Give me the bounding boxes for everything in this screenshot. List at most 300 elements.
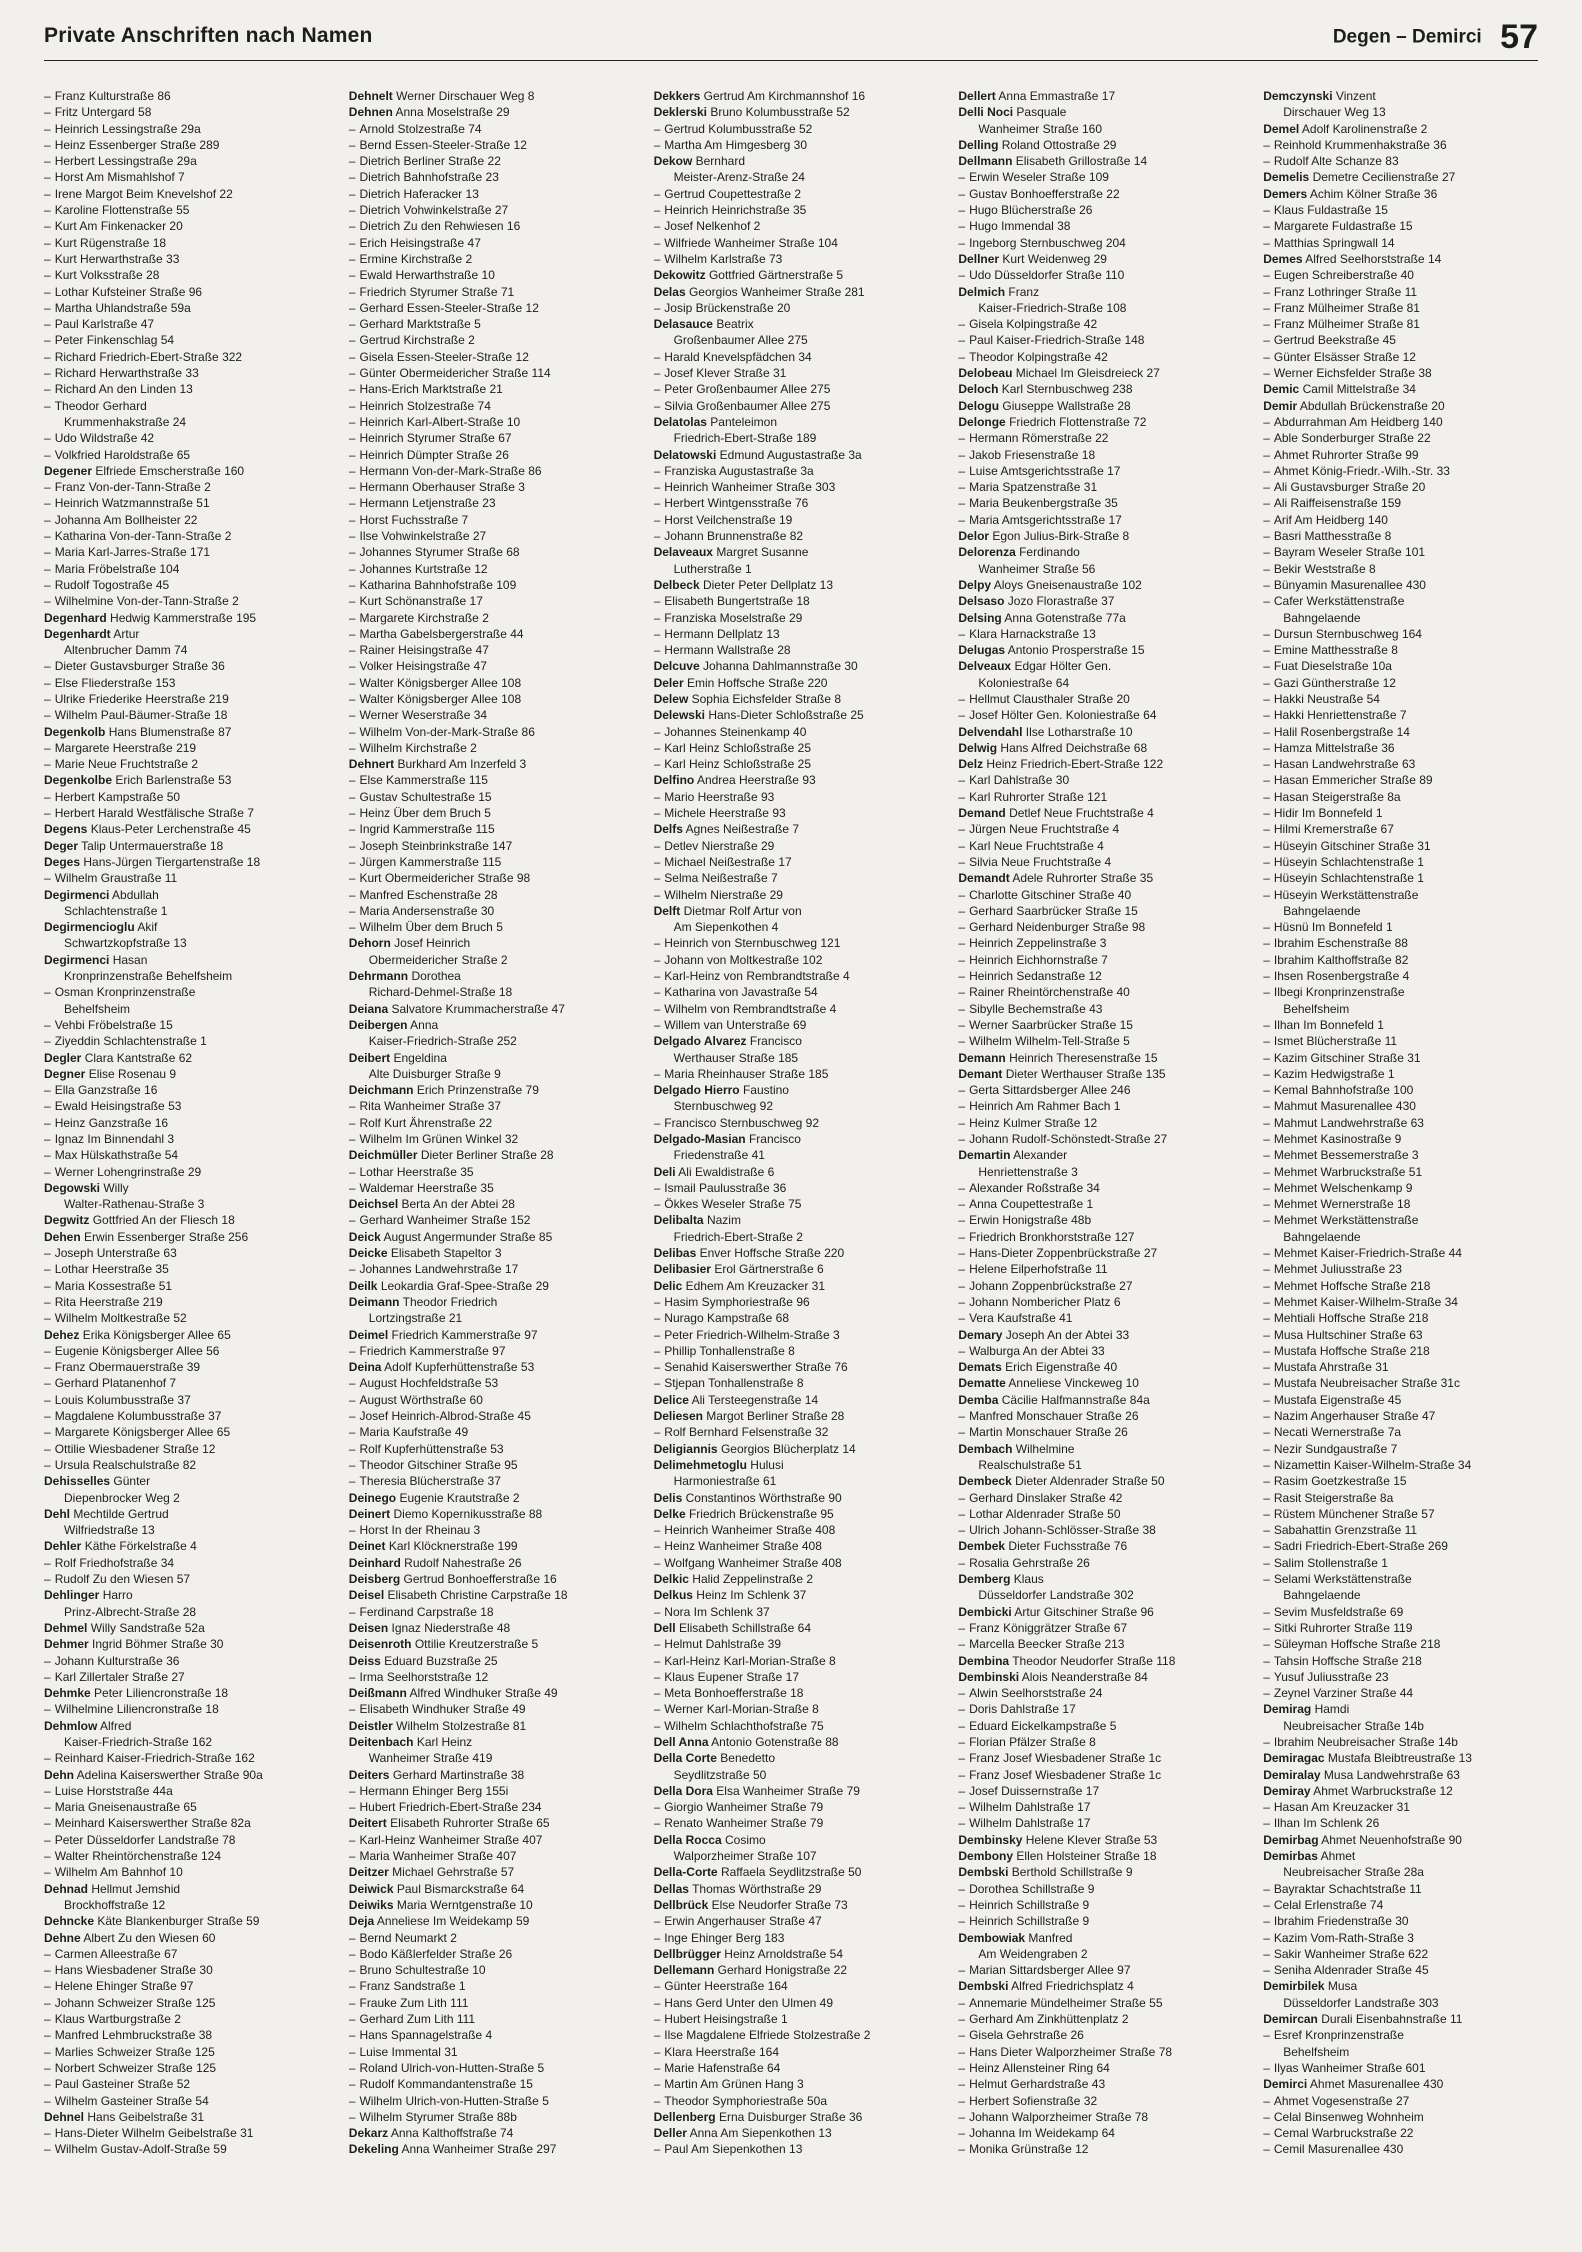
entry-text: Fuat Dieselstraße 10a — [1273, 659, 1392, 674]
repeat-dash: – — [44, 1360, 51, 1375]
directory-entry — [654, 430, 935, 446]
entry-text: Erwin Weseler Straße 109 — [969, 170, 1109, 185]
directory-entry — [349, 414, 630, 430]
entry-text: Eugenie Königsberger Allee 56 — [54, 1343, 220, 1358]
entry-text: Seydlitzstraße 50 — [673, 1767, 767, 1782]
repeat-dash: – — [348, 496, 356, 511]
repeat-dash: – — [653, 1017, 661, 1032]
entry-text: Realschulstraße 51 — [978, 1457, 1082, 1472]
entry-text: Giuseppe Wallstraße 28 — [1002, 398, 1131, 413]
repeat-dash: – — [653, 838, 661, 853]
entry-text: Michael Neißestraße 17 — [664, 854, 792, 869]
repeat-dash: – — [348, 529, 356, 544]
repeat-dash: – — [653, 936, 661, 951]
surname: Dehn — [44, 1767, 74, 1782]
directory-entry — [349, 2093, 630, 2109]
directory-entry — [349, 1962, 630, 1978]
directory-entry — [958, 1098, 1239, 1114]
entry-text: Max Hülskathstraße 54 — [54, 1148, 179, 1163]
entry-text: Heinz Arnoldstraße 54 — [724, 1946, 844, 1961]
entry-text: Kurt Herwarthstraße 33 — [54, 251, 180, 266]
entry-text: Peter Finkenschlag 54 — [54, 333, 175, 348]
surname: Demartin — [958, 1148, 1011, 1163]
entry-text: Neubreisacher Straße 28a — [1283, 1865, 1424, 1880]
surname: Delor — [958, 529, 990, 544]
directory-entry — [1263, 1050, 1544, 1066]
repeat-dash: – — [1263, 1180, 1270, 1195]
entry-text: Heinrich Stolzestraße 74 — [359, 398, 491, 413]
surname: Degirmencioglu — [44, 920, 135, 935]
entry-text: Rolf Bernhard Felsenstraße 32 — [664, 1425, 829, 1440]
directory-entry — [349, 121, 630, 137]
repeat-dash: – — [44, 1946, 51, 1961]
directory-entry — [1263, 1620, 1544, 1636]
directory-entry — [44, 772, 325, 788]
directory-entry — [1263, 1212, 1544, 1228]
directory-entry — [349, 1164, 630, 1180]
surname: Degirmenci — [44, 952, 110, 967]
directory-entry — [349, 2109, 630, 2125]
entry-text: Kazim Gitschiner Straße 31 — [1273, 1050, 1421, 1065]
directory-entry — [654, 821, 935, 837]
directory-entry — [44, 1147, 325, 1163]
entry-text: Bahngelaende — [1283, 1588, 1361, 1603]
entry-text: Erwin Angerhauser Straße 47 — [664, 1914, 822, 1929]
surname: Deicke — [348, 1246, 388, 1261]
entry-text: Mehmet Kaiser-Friedrich-Straße 44 — [1273, 1246, 1462, 1261]
directory-entry — [1263, 658, 1544, 674]
directory-entry — [958, 495, 1239, 511]
surname: Demelis — [1263, 170, 1310, 185]
entry-text: Ursula Realschulstraße 82 — [54, 1457, 197, 1472]
directory-entry — [654, 593, 935, 609]
repeat-dash: – — [348, 1783, 356, 1798]
directory-entry — [1263, 398, 1544, 414]
repeat-dash: – — [348, 838, 356, 853]
repeat-dash: – — [348, 789, 356, 804]
repeat-dash: – — [44, 1555, 51, 1570]
repeat-dash: – — [44, 1979, 51, 1994]
directory-entry — [349, 1196, 630, 1212]
entry-text: Irene Margot Beim Knevelshof 22 — [54, 186, 233, 201]
surname: Demandt — [958, 871, 1010, 886]
directory-entry — [654, 512, 935, 528]
entry-text: Hans-Erich Marktstraße 21 — [359, 382, 503, 397]
entry-text: Käthe Förkelstraße 4 — [84, 1539, 197, 1554]
entry-text: Demetre Cecilienstraße 27 — [1312, 170, 1456, 185]
entry-text: Gerhard Honigstraße 22 — [717, 1963, 848, 1978]
directory-entry — [654, 1196, 935, 1212]
directory-entry — [44, 1131, 325, 1147]
directory-entry — [349, 772, 630, 788]
surname: Dellmann — [958, 154, 1013, 169]
entry-text: Mehmet Wernerstraße 18 — [1273, 1197, 1411, 1212]
directory-entry — [1263, 1310, 1544, 1326]
repeat-dash: – — [1263, 154, 1270, 169]
surname: Delbeck — [653, 577, 700, 592]
directory-entry — [654, 984, 935, 1000]
directory-entry — [44, 1343, 325, 1359]
directory-entry — [654, 1995, 935, 2011]
surname: Dehnen — [348, 105, 393, 120]
directory-entry — [654, 104, 935, 120]
directory-entry — [349, 235, 630, 251]
directory-entry — [958, 1180, 1239, 1196]
entry-text: Walter Königsberger Allee 108 — [359, 675, 522, 690]
repeat-dash: – — [653, 1686, 661, 1701]
directory-entry — [1263, 1473, 1544, 1489]
directory-entry — [654, 1653, 935, 1669]
surname: Delonge — [958, 414, 1006, 429]
directory-entry — [654, 1261, 935, 1277]
repeat-dash: – — [1263, 1490, 1270, 1505]
entry-text: Klaus — [1013, 1572, 1044, 1587]
repeat-dash: – — [958, 1213, 966, 1228]
repeat-dash: – — [44, 1800, 51, 1815]
entry-text: Gertrud Am Kirchmannshof 16 — [703, 89, 866, 103]
entry-text: Cafer Werkstättenstraße — [1273, 594, 1405, 609]
entry-text: Franz — [1008, 284, 1040, 299]
directory-entry — [654, 381, 935, 397]
entry-text: Hasan Emmericher Straße 89 — [1273, 773, 1433, 788]
repeat-dash: – — [348, 740, 356, 755]
directory-entry — [44, 919, 325, 935]
directory-entry — [654, 1490, 935, 1506]
directory-entry — [44, 1799, 325, 1815]
entry-text: Bekir Weststraße 8 — [1273, 561, 1376, 576]
directory-entry — [1263, 1359, 1544, 1375]
directory-entry — [958, 821, 1239, 837]
repeat-dash: – — [653, 1311, 661, 1326]
directory-entry — [654, 1343, 935, 1359]
directory-entry — [44, 1098, 325, 1114]
surname: Delatolas — [653, 414, 707, 429]
entry-text: Anna Kalthoffstraße 74 — [390, 2126, 514, 2141]
entry-text: Maria Rheinhauser Straße 185 — [664, 1066, 829, 1081]
directory-entry — [349, 1653, 630, 1669]
repeat-dash: – — [1263, 545, 1270, 560]
directory-entry — [44, 1538, 325, 1554]
surname: Dehez — [44, 1327, 80, 1342]
directory-entry — [654, 88, 935, 104]
directory-entry — [349, 658, 630, 674]
directory-entry — [958, 1408, 1239, 1424]
entry-text: Ibrahim Eschenstraße 88 — [1273, 936, 1408, 951]
entry-text: Esref Kronprinzenstraße — [1273, 2028, 1404, 2043]
directory-entry — [654, 2060, 935, 2076]
directory-entry — [1263, 740, 1544, 756]
surname: Deichmüller — [348, 1148, 418, 1163]
directory-entry — [654, 1098, 935, 1114]
repeat-dash: – — [1263, 333, 1270, 348]
entry-text: Richard An den Linden 13 — [54, 382, 193, 397]
repeat-dash: – — [44, 1017, 51, 1032]
directory-entry — [349, 2076, 630, 2092]
repeat-dash: – — [348, 1702, 356, 1717]
repeat-dash: – — [653, 952, 661, 967]
directory-entry — [1263, 1066, 1544, 1082]
surname: Dembowiak — [958, 1930, 1026, 1945]
entry-text: Düsseldorfer Landstraße 302 — [978, 1588, 1134, 1603]
directory-entry — [1263, 137, 1544, 153]
directory-entry — [44, 724, 325, 740]
directory-entry — [44, 740, 325, 756]
entry-text: Josip Brückenstraße 20 — [664, 300, 791, 315]
entry-text: Kurt Weidenweg 29 — [1002, 251, 1107, 266]
entry-text: Maria Kossestraße 51 — [54, 1278, 173, 1293]
directory-entry — [44, 707, 325, 723]
repeat-dash: – — [1263, 1604, 1270, 1619]
repeat-dash: – — [348, 300, 356, 315]
directory-entry — [44, 137, 325, 153]
entry-text: August Angermunder Straße 85 — [383, 1229, 553, 1244]
directory-entry — [44, 1245, 325, 1261]
entry-text: Maria Beukenbergstraße 35 — [969, 496, 1118, 511]
repeat-dash: – — [1263, 284, 1270, 299]
entry-text: Elisabeth Schillstraße 64 — [678, 1620, 812, 1635]
directory-entry — [349, 2060, 630, 2076]
directory-entry — [349, 1555, 630, 1571]
entry-text: Dietrich Berliner Straße 22 — [359, 154, 501, 169]
directory-entry — [958, 1506, 1239, 1522]
repeat-dash: – — [653, 1995, 661, 2010]
repeat-dash: – — [1263, 431, 1270, 446]
repeat-dash: – — [1263, 1294, 1270, 1309]
directory-entry — [654, 691, 935, 707]
repeat-dash: – — [44, 1751, 51, 1766]
surname: Dell Anna — [653, 1734, 709, 1749]
repeat-dash: – — [958, 1311, 966, 1326]
entry-text: Faustino — [742, 1083, 789, 1098]
directory-entry — [44, 2093, 325, 2109]
entry-text: Elisabeth Bungertstraße 18 — [664, 594, 810, 609]
repeat-dash: – — [1263, 1409, 1270, 1424]
repeat-dash: – — [653, 1555, 661, 1570]
entry-text: Franz Obermauerstraße 39 — [54, 1360, 201, 1375]
entry-text: Horst Fuchsstraße 7 — [359, 512, 469, 527]
surname: Della Corte — [653, 1751, 717, 1766]
repeat-dash: – — [1263, 626, 1270, 641]
repeat-dash: – — [348, 675, 356, 690]
entry-text: Dietmar Rolf Artur von — [683, 903, 802, 918]
repeat-dash: – — [44, 659, 51, 674]
directory-entry — [44, 968, 325, 984]
repeat-dash: – — [1263, 1653, 1270, 1668]
repeat-dash: – — [958, 2077, 966, 2092]
entry-text: Michele Heerstraße 93 — [664, 806, 786, 821]
repeat-dash: – — [44, 1963, 51, 1978]
repeat-dash: – — [958, 1800, 966, 1815]
directory-entry — [1263, 447, 1544, 463]
directory-entry — [349, 251, 630, 267]
entry-text: Abdurrahman Am Heidberg 140 — [1273, 414, 1443, 429]
directory-entry — [1263, 1261, 1544, 1277]
directory-entry — [958, 186, 1239, 202]
entry-text: Michael Im Gleisdreieck 27 — [1015, 366, 1160, 381]
directory-entry — [1263, 186, 1544, 202]
repeat-dash: – — [958, 2109, 966, 2124]
entry-text: Franz Sandstraße 1 — [359, 1979, 466, 1994]
directory-entry — [44, 1050, 325, 1066]
surname: Dehnad — [44, 1881, 89, 1896]
entry-text: Alexander — [1013, 1148, 1068, 1163]
entry-text: Johann Walporzheimer Straße 78 — [969, 2109, 1149, 2124]
repeat-dash: – — [958, 170, 966, 185]
entry-text: Elise Rosenau 9 — [88, 1066, 177, 1081]
repeat-dash: – — [44, 219, 51, 234]
directory-entry — [958, 2109, 1239, 2125]
repeat-dash: – — [1263, 1506, 1270, 1521]
repeat-dash: – — [348, 1474, 356, 1489]
entry-text: Thomas Wörthstraße 29 — [692, 1881, 822, 1896]
directory-entry — [958, 1718, 1239, 1734]
repeat-dash: – — [1263, 1620, 1270, 1635]
directory-entry — [654, 1424, 935, 1440]
entry-text: Johanna Im Weidekamp 64 — [969, 2126, 1115, 2141]
entry-text: Josef Duissernstraße 17 — [969, 1783, 1100, 1798]
directory-entry — [349, 300, 630, 316]
directory-entry — [654, 870, 935, 886]
entry-text: Rudolf Nahestraße 26 — [404, 1555, 522, 1570]
surname: Deiss — [348, 1653, 381, 1668]
repeat-dash: – — [653, 480, 661, 495]
directory-entry — [654, 1180, 935, 1196]
directory-entry — [349, 1001, 630, 1017]
directory-entry — [349, 642, 630, 658]
entry-text: Florian Pfälzer Straße 8 — [969, 1734, 1096, 1749]
entry-text: Erich Heisingstraße 47 — [359, 235, 481, 250]
directory-entry — [958, 1995, 1239, 2011]
directory-entry — [349, 593, 630, 609]
directory-entry — [958, 1538, 1239, 1554]
repeat-dash: – — [348, 1832, 356, 1847]
entry-text: Koloniestraße 64 — [978, 675, 1070, 690]
entry-text: Behelfsheim — [64, 1001, 131, 1016]
entry-text: Wilhelmine Von-der-Tann-Straße 2 — [54, 594, 239, 609]
repeat-dash: – — [653, 2077, 661, 2092]
repeat-dash: – — [1263, 871, 1270, 886]
entry-text: Ilse Lotharstraße 10 — [1025, 724, 1133, 739]
entry-text: Frauke Zum Lith 111 — [359, 1995, 469, 2010]
entry-text: Günter Elsässer Straße 12 — [1273, 349, 1416, 364]
directory-entry — [349, 1799, 630, 1815]
entry-text: Peter Düsseldorfer Landstraße 78 — [54, 1832, 236, 1847]
surname: Demiray — [1263, 1783, 1311, 1798]
directory-entry — [349, 1392, 630, 1408]
directory-entry — [44, 1995, 325, 2011]
repeat-dash: – — [44, 1865, 51, 1880]
surname: Delugas — [958, 643, 1006, 658]
directory-entry — [44, 1620, 325, 1636]
directory-entry — [654, 935, 935, 951]
entry-text: Ermine Kirchstraße 2 — [359, 251, 473, 266]
repeat-dash: – — [348, 626, 356, 641]
directory-entry — [1263, 984, 1544, 1000]
repeat-dash: – — [653, 1669, 661, 1684]
entry-text: Anna Coupettestraße 1 — [969, 1197, 1094, 1212]
repeat-dash: – — [348, 561, 356, 576]
directory-entry — [958, 838, 1239, 854]
directory-entry — [349, 1033, 630, 1049]
directory-entry — [654, 1946, 935, 1962]
repeat-dash: – — [958, 2060, 966, 2075]
repeat-dash: – — [653, 463, 661, 478]
repeat-dash: – — [1263, 887, 1270, 902]
directory-entry — [958, 691, 1239, 707]
surname: Delfs — [653, 822, 683, 837]
column-5 — [1263, 88, 1544, 2238]
directory-entry — [654, 1604, 935, 1620]
entry-text: Ilbegi Kronprinzenstraße — [1273, 985, 1405, 1000]
entry-text: Friedrich Brückenstraße 95 — [688, 1506, 834, 1521]
repeat-dash: – — [1263, 1066, 1270, 1081]
surname: Delobeau — [958, 366, 1013, 381]
directory-entry — [1263, 610, 1544, 626]
directory-entry — [958, 104, 1239, 120]
directory-entry — [349, 1066, 630, 1082]
repeat-dash: – — [958, 1262, 966, 1277]
directory-entry — [1263, 332, 1544, 348]
entry-text: Helene Klever Straße 53 — [1025, 1832, 1158, 1847]
surname: Dellemann — [653, 1963, 715, 1978]
repeat-dash: – — [44, 333, 51, 348]
entry-text: Karl Neue Fruchtstraße 4 — [969, 838, 1104, 853]
repeat-dash: – — [348, 1099, 356, 1114]
directory-entry — [1263, 267, 1544, 283]
entry-text: Eugenie Krautstraße 2 — [399, 1490, 520, 1505]
repeat-dash: – — [44, 675, 51, 690]
repeat-dash: – — [44, 2126, 51, 2141]
repeat-dash: – — [1263, 1474, 1270, 1489]
repeat-dash: – — [1263, 1555, 1270, 1570]
repeat-dash: – — [348, 1132, 356, 1146]
repeat-dash: – — [1263, 1376, 1270, 1391]
directory-entry — [958, 398, 1239, 414]
directory-entry — [349, 430, 630, 446]
repeat-dash: – — [348, 447, 356, 462]
repeat-dash: – — [653, 887, 661, 902]
entry-text: Cäcilie Halfmannstraße 84a — [1001, 1392, 1150, 1407]
entry-text: Tahsin Hoffsche Straße 218 — [1273, 1653, 1422, 1668]
directory-entry — [958, 528, 1239, 544]
entry-text: Martin Monschauer Straße 26 — [969, 1425, 1128, 1440]
repeat-dash: – — [653, 496, 661, 511]
surname: Delimehmetoglu — [653, 1457, 747, 1472]
surname: Demirbas — [1263, 1849, 1318, 1864]
repeat-dash: – — [653, 871, 661, 886]
repeat-dash: – — [958, 969, 966, 984]
directory-entry — [349, 447, 630, 463]
repeat-dash: – — [653, 985, 661, 1000]
entry-text: Gisela Gehrstraße 26 — [969, 2028, 1084, 2043]
surname: Deler — [653, 675, 684, 690]
directory-entry — [44, 2044, 325, 2060]
entry-text: Heinrich von Sternbuschweg 121 — [664, 936, 841, 951]
entry-text: Paul Bismarckstraße 64 — [396, 1881, 525, 1896]
entry-text: Wilhelm Paul-Bäumer-Straße 18 — [54, 708, 228, 723]
directory-entry — [44, 838, 325, 854]
repeat-dash: – — [348, 137, 356, 152]
directory-entry — [958, 88, 1239, 104]
repeat-dash: – — [348, 1604, 356, 1619]
repeat-dash: – — [1263, 2126, 1270, 2141]
directory-entry — [349, 479, 630, 495]
repeat-dash: – — [958, 1734, 966, 1749]
surname: Demary — [958, 1327, 1003, 1342]
repeat-dash: – — [44, 170, 51, 185]
entry-text: Hasan Am Kreuzacker 31 — [1273, 1800, 1410, 1815]
entry-text: Gerhard Essen-Steeler-Straße 12 — [359, 300, 539, 315]
